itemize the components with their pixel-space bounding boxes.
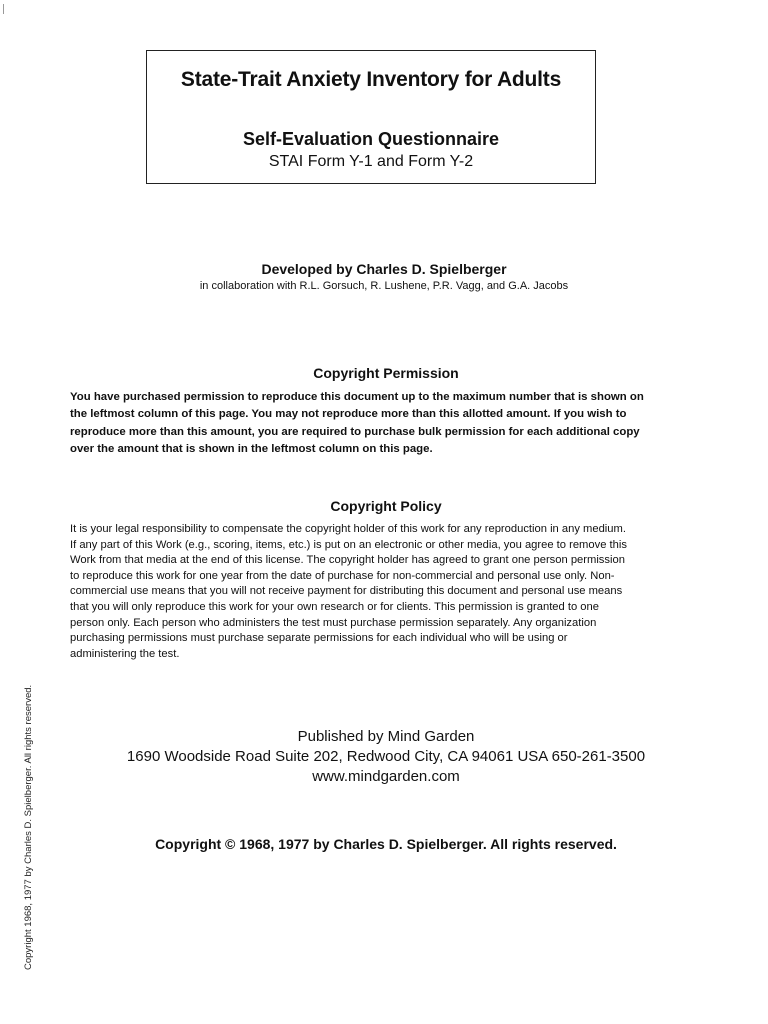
copyright-policy-heading: Copyright Policy	[330, 498, 442, 514]
copyright-policy-text	[70, 522, 710, 662]
copyright-footer: Copyright © 1968, 1977 by Charles D. Spielberger. All rights reserved.	[155, 836, 617, 852]
permission-line: You have purchased permission to reproduce this document up to the maximum number that is shown on	[70, 391, 644, 403]
scan-edge-mark	[3, 4, 4, 14]
copyright-permission-text	[70, 389, 710, 459]
publisher-name: Published by Mind Garden	[297, 728, 475, 745]
policy-line: purchasing permissions must purchase separate permissions for each individual who will be using or	[70, 632, 568, 645]
publisher-address: 1690 Woodside Road Suite 202, Redwood City, CA 94061 USA 650-261-3500	[126, 748, 646, 765]
policy-line: commercial use means that you will not receive payment for distributing this document and personal use means	[70, 585, 623, 598]
policy-line: to reproduce this work for one year from the date of purchase for non-commercial and personal use only. Non-	[70, 569, 615, 582]
developer-heading: Developed by Charles D. Spielberger	[261, 261, 507, 277]
policy-line: person only. Each person who administers the test must purchase permission separately. Any organization	[70, 616, 597, 629]
permission-line: reproduce more than this amount, you are required to purchase bulk permission for each additional copy	[70, 425, 640, 438]
policy-line: It is your legal responsibility to compensate the copyright holder of this work for any reproduction in any medium.	[70, 523, 626, 535]
permission-line: over the amount that is shown in the leftmost column on this page.	[70, 443, 433, 456]
document-subtitle: Self-Evaluation Questionnaire	[242, 129, 500, 149]
collaboration-line: in collaboration with R.L. Gorsuch, R. Lushene, P.R. Vagg, and G.A. Jacobs	[199, 280, 569, 292]
side-copyright-notice: Copyright 1968, 1977 by Charles D. Spielberger. All rights reserved.	[23, 684, 34, 970]
copyright-permission-heading: Copyright Permission	[313, 365, 459, 381]
permission-line: the leftmost column of this page. You may not reproduce more than this allotted amount. If you wish to	[70, 408, 627, 421]
publisher-website: www.mindgarden.com	[312, 768, 460, 785]
title-box	[146, 50, 596, 184]
policy-line: that you will only reproduce this work for your own research or for clients. This permission is granted to one	[70, 600, 599, 613]
publisher-block	[0, 727, 768, 787]
document-title: State-Trait Anxiety Inventory for Adults	[180, 68, 562, 91]
policy-line: administering the test.	[70, 647, 180, 660]
form-designation: STAI Form Y-1 and Form Y-2	[268, 153, 474, 170]
policy-line: Work from that media at the end of this license. The copyright holder has agreed to grant one person permission	[70, 554, 625, 567]
policy-line: If any part of this Work (e.g., scoring, items, etc.) is put on an electronic or other media, you agree to remove this	[70, 538, 627, 551]
